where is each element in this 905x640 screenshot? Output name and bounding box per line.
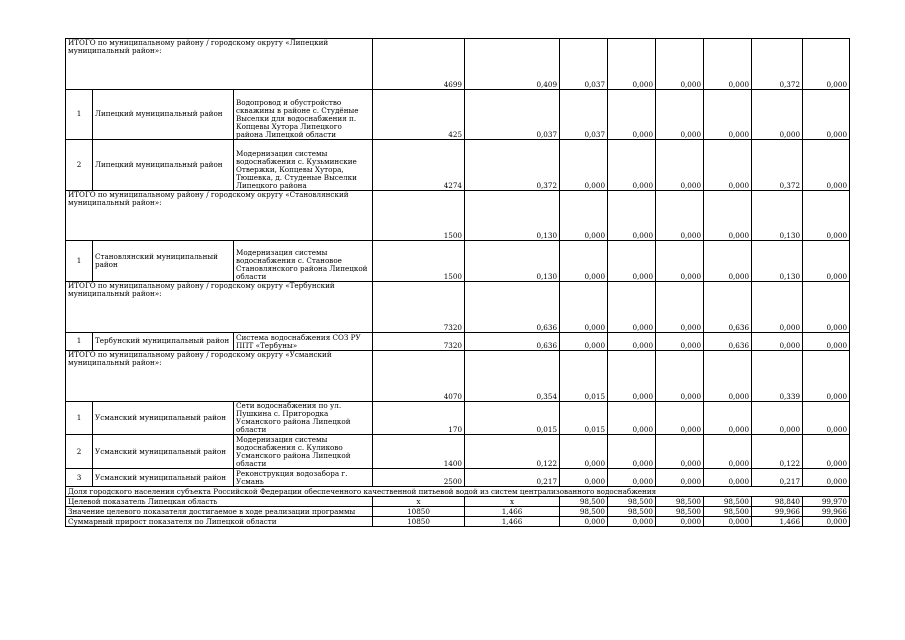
row-value: 0,000 [608,333,656,351]
group-total-value: 0,000 [803,39,850,90]
group-total-value: 0,015 [560,351,608,402]
row-value: 0,037 [465,90,560,140]
project-name: Система водоснабжения СОЗ РУ ППТ «Тербуны» [234,333,373,351]
summary-value: 98,500 [560,497,608,507]
summary-value: 99,966 [803,507,850,517]
project-name: Сети водоснабжения по ул. Пушкина с. Пригородка Усманского района Липецкой области [234,402,373,435]
project-name: Реконструкция водозабора г. Усмань [234,469,373,487]
row-value: 0,000 [704,140,752,191]
group-total-value: 0,000 [656,39,704,90]
group-total-value: 0,636 [704,282,752,333]
summary-value: 0,000 [656,517,704,527]
project-name: Водопровод и обустройство скважины в районе с. Студёные Выселки для водоснабжения п. Копцевы Хутора Липецкого района Липецкой области [234,90,373,140]
row-value: 170 [373,402,465,435]
row-value: 1500 [373,241,465,282]
summary-value: 98,840 [752,497,803,507]
section-title-row [66,487,850,497]
group-total-label: ИТОГО по муниципальному району / городскому округу «Усманский муниципальный район»: [66,351,373,402]
water-supply-table [65,38,850,527]
summary-label: Значение целевого показателя достигаемое в ходе реализации программы [66,507,373,517]
row-number: 1 [66,333,93,351]
group-total-row [66,351,850,402]
row-value: 0,000 [704,241,752,282]
row-value: 4274 [373,140,465,191]
row-value: 0,372 [465,140,560,191]
summary-value: 98,500 [560,507,608,517]
row-value: 0,000 [704,435,752,469]
group-total-row [66,282,850,333]
group-total-label: ИТОГО по муниципальному району / городскому округу «Липецкий муниципальный район»: [66,39,373,90]
district-name: Усманский муниципальный район [93,435,234,469]
group-total-value: 0,130 [752,191,803,241]
group-total-value: 0,372 [752,39,803,90]
row-value: 0,000 [656,333,704,351]
row-value: 0,000 [803,402,850,435]
group-total-value: 0,636 [465,282,560,333]
row-value: 0,000 [803,435,850,469]
group-total-value: 0,409 [465,39,560,90]
project-row [66,90,850,140]
project-row [66,435,850,469]
group-total-value: 4699 [373,39,465,90]
group-total-value: 0,000 [656,191,704,241]
row-value: 0,636 [465,333,560,351]
summary-value: х [465,497,560,507]
group-total-value: 0,354 [465,351,560,402]
group-total-value: 0,000 [656,351,704,402]
row-number: 3 [66,469,93,487]
group-total-row [66,191,850,241]
row-value: 0,000 [560,435,608,469]
summary-value: 99,970 [803,497,850,507]
group-total-value: 0,000 [560,191,608,241]
group-total-label: ИТОГО по муниципальному району / городскому округу «Становлянский муниципальный район»: [66,191,373,241]
row-value: 0,130 [752,241,803,282]
district-name: Усманский муниципальный район [93,469,234,487]
row-value: 0,000 [803,241,850,282]
group-total-value: 0,037 [560,39,608,90]
row-value: 0,217 [465,469,560,487]
row-value: 0,636 [704,333,752,351]
row-value: 0,000 [656,90,704,140]
summary-value: 0,000 [803,517,850,527]
row-value: 1400 [373,435,465,469]
row-value: 0,000 [752,333,803,351]
row-value: 0,000 [803,333,850,351]
row-value: 0,000 [608,241,656,282]
group-total-value: 0,000 [608,282,656,333]
group-total-value: 0,000 [803,191,850,241]
project-name: Модернизация системы водоснабжения с. Кузьминские Отвержки, Копцевы Хутора, Тюшевка, д. Студеные Выселки Липецкого района [234,140,373,191]
summary-value: 1,466 [465,517,560,527]
group-total-value: 0,000 [608,39,656,90]
row-value: 0,217 [752,469,803,487]
row-value: 0,000 [704,469,752,487]
row-number: 1 [66,402,93,435]
row-value: 0,000 [656,140,704,191]
row-value: 0,037 [560,90,608,140]
summary-value: 98,500 [608,497,656,507]
row-value: 0,372 [752,140,803,191]
group-total-value: 1500 [373,191,465,241]
summary-value: 0,000 [608,517,656,527]
project-name: Модернизация системы водоснабжения с. Куликово Усманского района Липецкой области [234,435,373,469]
group-total-value: 0,000 [704,39,752,90]
row-value: 0,122 [752,435,803,469]
summary-value: 1,466 [465,507,560,517]
row-value: 0,000 [608,402,656,435]
project-row [66,140,850,191]
row-number: 1 [66,90,93,140]
district-name: Липецкий муниципальный район [93,90,234,140]
summary-value: 98,500 [656,507,704,517]
group-total-value: 0,000 [803,351,850,402]
row-value: 0,015 [465,402,560,435]
summary-label: Суммарный прирост показателя по Липецкой области [66,517,373,527]
row-value: 0,000 [608,90,656,140]
row-value: 0,000 [656,435,704,469]
project-row [66,241,850,282]
row-value: 0,000 [752,90,803,140]
group-total-value: 0,000 [752,282,803,333]
project-row [66,402,850,435]
row-value: 0,130 [465,241,560,282]
row-value: 0,122 [465,435,560,469]
group-total-value: 0,130 [465,191,560,241]
summary-row [66,517,850,527]
group-total-value: 7320 [373,282,465,333]
group-total-row [66,39,850,90]
row-value: 0,000 [560,241,608,282]
row-value: 0,000 [803,90,850,140]
group-total-label: ИТОГО по муниципальному району / городскому округу «Тербунский муниципальный район»: [66,282,373,333]
group-total-value: 0,000 [803,282,850,333]
summary-value: 0,000 [704,517,752,527]
summary-value: 98,500 [608,507,656,517]
group-total-value: 0,339 [752,351,803,402]
group-total-value: 0,000 [656,282,704,333]
row-value: 0,000 [803,140,850,191]
row-value: 7320 [373,333,465,351]
row-value: 0,000 [803,469,850,487]
summary-value: 1,466 [752,517,803,527]
summary-value: 10850 [373,517,465,527]
project-row [66,333,850,351]
row-value: 0,000 [560,333,608,351]
row-value: 0,000 [608,140,656,191]
group-total-value: 4070 [373,351,465,402]
group-total-value: 0,000 [704,351,752,402]
summary-row [66,507,850,517]
row-value: 0,000 [656,469,704,487]
row-number: 2 [66,435,93,469]
row-value: 0,000 [752,402,803,435]
district-name: Липецкий муниципальный район [93,140,234,191]
summary-value: х [373,497,465,507]
row-value: 0,000 [656,241,704,282]
project-name: Модернизация системы водоснабжения с. Становое Становлянского района Липецкой области [234,241,373,282]
row-number: 2 [66,140,93,191]
district-name: Усманский муниципальный район [93,402,234,435]
group-total-value: 0,000 [704,191,752,241]
project-row [66,469,850,487]
row-value: 425 [373,90,465,140]
district-name: Тербунский муниципальный район [93,333,234,351]
row-value: 0,000 [656,402,704,435]
group-total-value: 0,000 [608,191,656,241]
summary-row [66,497,850,507]
summary-value: 0,000 [560,517,608,527]
row-value: 0,000 [704,402,752,435]
row-value: 0,015 [560,402,608,435]
group-total-value: 0,000 [608,351,656,402]
row-value: 0,000 [704,90,752,140]
row-value: 0,000 [560,140,608,191]
summary-value: 98,500 [656,497,704,507]
row-value: 0,000 [608,435,656,469]
row-value: 0,000 [560,469,608,487]
summary-value: 99,966 [752,507,803,517]
row-number: 1 [66,241,93,282]
summary-value: 98,500 [704,507,752,517]
row-value: 0,000 [608,469,656,487]
group-total-value: 0,000 [560,282,608,333]
summary-value: 98,500 [704,497,752,507]
section-title: Доля городского населения субъекта Российской Федерации обеспеченного качественной питьевой водой из систем централизованного водоснабжения [66,487,850,497]
row-value: 2500 [373,469,465,487]
summary-value: 10850 [373,507,465,517]
summary-label: Целевой показатель Липецкая область [66,497,373,507]
district-name: Становлянский муниципальный район [93,241,234,282]
